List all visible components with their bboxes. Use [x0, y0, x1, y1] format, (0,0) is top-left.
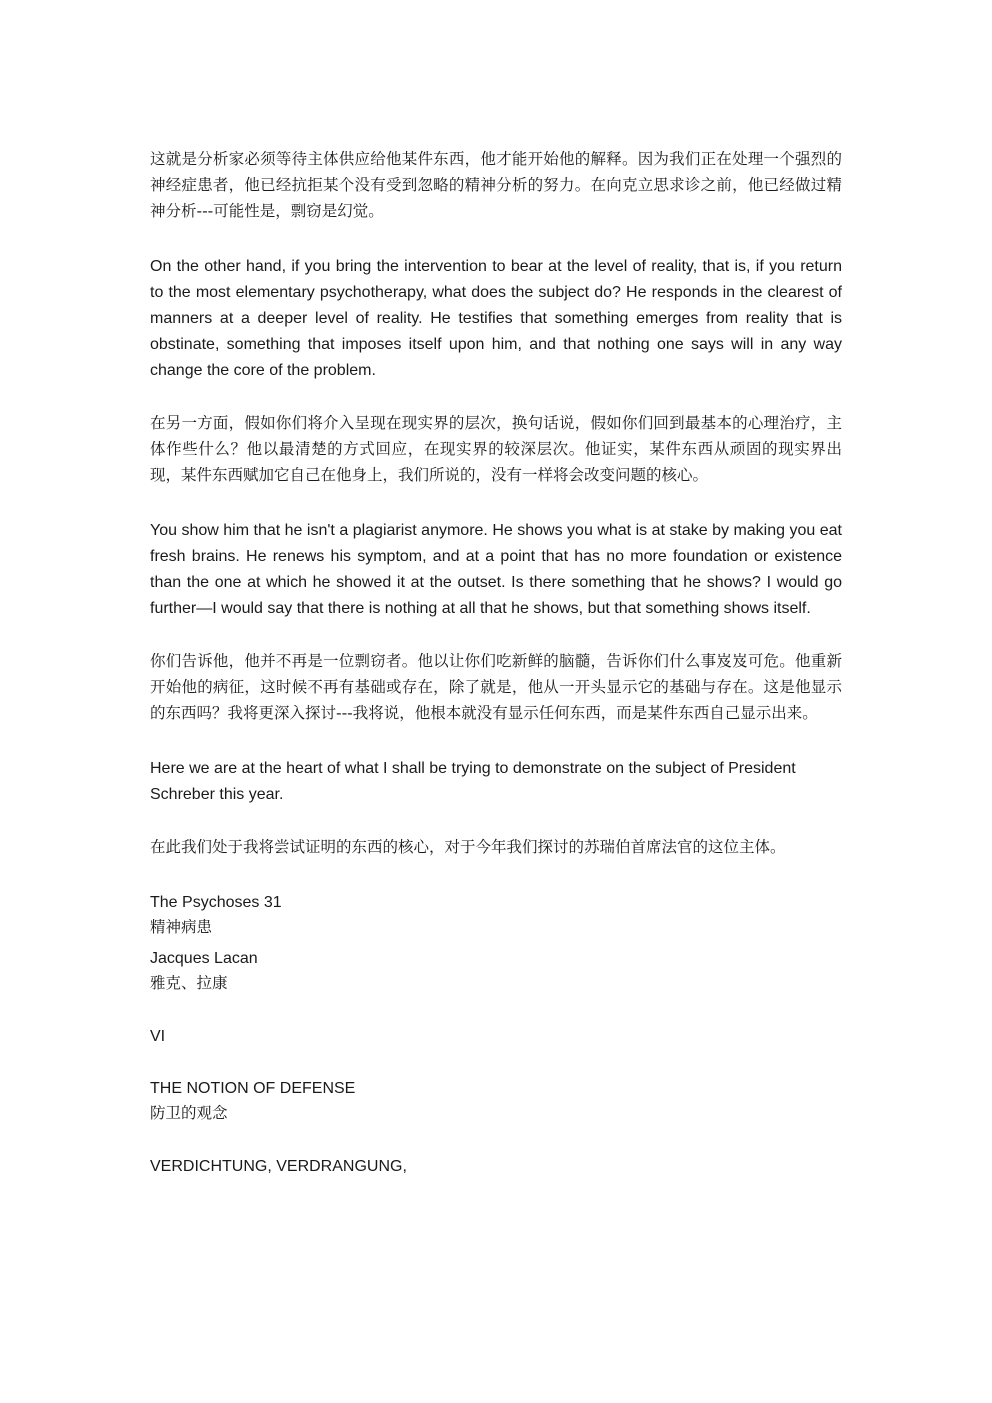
book-title-zh: 精神病患 — [150, 918, 213, 936]
paragraph-p7-zh: 在此我们处于我将尝试证明的东西的核心，对于今年我们探讨的苏瑞伯首席法官的这位主体。 — [150, 838, 786, 856]
paragraph-p1-zh: 这就是分析家必须等待主体供应给他某件东西，他才能开始他的解释。因为我们正在处理一个强烈的神经症患者，他已经抗拒某个没有受到忽略的精神分析的努力。在向克立思求诊之前，他已经做过精神分析---可能性是，剽窃是幻觉。 — [150, 150, 842, 220]
chapter-subtitle: VERDICHTUNG, VERDRANGUNG, — [150, 1158, 407, 1175]
book-title-block — [150, 890, 842, 938]
author-zh: 雅克、拉康 — [150, 974, 228, 992]
paragraph-p2-en: On the other hand, if you bring the intervention to bear at the level of reality, that is, if you return to the most elementary psychotherapy, what does the subject do? He responds in the clearest of manners at a deeper level of reality. He testifies that something emerges from reality that is obstinate, something that imposes itself upon him, and that nothing one says will in any way change the core of the problem. — [150, 258, 842, 379]
book-title-en: The Psychoses 31 — [150, 894, 282, 911]
paragraph-p6-en: Here we are at the heart of what I shall be trying to demonstrate on the subject of President Schreber this year. — [150, 760, 796, 803]
text-column — [150, 146, 842, 1180]
chapter-title-block — [150, 1076, 842, 1124]
paragraph-p4-en: You show him that he isn't a plagiarist anymore. He shows you what is at stake by making you eat fresh brains. He renews his symptom, and at a point that has no more foundation or existence than the one at which he showed it at the outset. Is there something that he shows? I would go further—I would say that there is nothing at all that he shows, but that something shows itself. — [150, 522, 842, 617]
paragraph-p3-zh: 在另一方面，假如你们将介入呈现在现实界的层次，换句话说，假如你们回到最基本的心理治疗，主体作些什么？他以最清楚的方式回应，在现实界的较深层次。他证实，某件东西从顽固的现实界出现，某件东西赋加它自己在他身上，我们所说的，没有一样将会改变问题的核心。 — [150, 414, 842, 484]
author-en: Jacques Lacan — [150, 950, 258, 967]
paragraph-p5-zh: 你们告诉他，他并不再是一位剽窃者。他以让你们吃新鲜的脑髓，告诉你们什么事岌岌可危。他重新开始他的病征，这时候不再有基础或存在，除了就是，他从一开头显示它的基础与存在。这是他显示的东西吗？我将更深入探讨---我将说，他根本就没有显示任何东西，而是某件东西自己显示出来。 — [150, 652, 842, 722]
author-block — [150, 946, 842, 994]
chapter-title-zh: 防卫的观念 — [150, 1104, 228, 1122]
chapter-title-en: THE NOTION OF DEFENSE — [150, 1080, 356, 1097]
chapter-number: VI — [150, 1028, 166, 1045]
